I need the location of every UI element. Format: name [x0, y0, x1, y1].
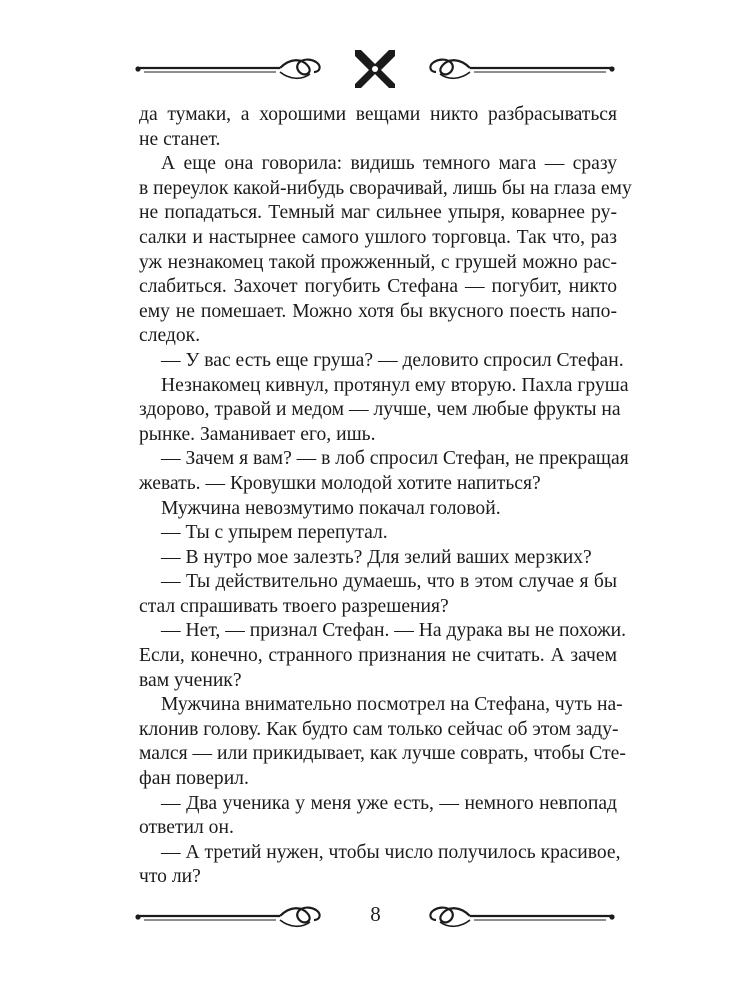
top-ornament-divider — [130, 48, 620, 88]
text-line: слабиться. Захочет погубить Стефана — погубит, никто — [139, 276, 617, 298]
text-line: в переулок какой-нибудь сворачивай, лишь бы на глаза ему — [139, 177, 632, 199]
text-line: А еще она говорила: видишь темного мага — сразу — [161, 153, 617, 175]
text-line: Мужчина невозмутимо покачал головой. — [161, 497, 501, 519]
text-line: фан поверил. — [139, 768, 249, 790]
text-line: — У вас есть еще груша? — деловито спросил Стефан. — [161, 349, 624, 371]
text-line: клонив голову. Как будто сам только сейчас об этом заду- — [139, 718, 619, 740]
text-line: стал спрашивать твоего разрешения? — [139, 595, 449, 617]
text-line: не станет. — [139, 128, 221, 150]
text-line: здорово, травой и медом — лучше, чем любые фрукты на — [139, 399, 621, 421]
crossed-swords-icon — [355, 50, 395, 88]
text-line: Если, конечно, странного признания не считать. А зачем — [139, 645, 617, 667]
page-number: 8 — [370, 902, 381, 926]
text-line: Незнакомец кивнул, протянул ему вторую. Пахла груша — [161, 374, 629, 396]
right-flourish-icon — [430, 60, 614, 79]
text-line: — Ты с упырем перепутал. — [161, 522, 388, 544]
text-line: — Два ученика у меня уже есть, — немного невпопад — [161, 792, 617, 814]
text-line: ему не помешает. Можно хотя бы вкусного поесть напо- — [139, 300, 617, 322]
text-line: да тумаки, а хорошими вещами никто разбрасываться — [139, 104, 617, 125]
text-line: уж незнакомец такой прожженный, с грушей можно рас- — [139, 251, 617, 273]
text-line: — Нет, — признал Стефан. — На дурака вы не похожи. — [161, 620, 627, 642]
text-line: следок. — [139, 325, 201, 347]
text-line: — В нутро мое залезть? Для зелий ваших мерзких? — [161, 546, 592, 568]
text-line: вам ученик? — [139, 669, 242, 691]
text-line: мался — или прикидывает, как лучше соврать, чтобы Сте- — [139, 743, 626, 765]
text-line: — А третий нужен, чтобы число получилось красивое, — [161, 841, 621, 863]
text-line: рынке. Заманивает его, ишь. — [139, 423, 376, 445]
text-line: салки и настырнее самого ушлого торговца. Так что, раз — [139, 226, 617, 248]
text-line: Мужчина внимательно посмотрел на Стефана, чуть на- — [161, 694, 623, 716]
text-line: ответил он. — [139, 817, 234, 839]
text-line: — Зачем я вам? — в лоб спросил Стефан, не прекращая — [161, 448, 629, 470]
text-line: жевать. — Кровушки молодой хотите напиться? — [139, 472, 541, 494]
text-line: не попадаться. Темный маг сильнее упыря, коварнее ру- — [139, 202, 617, 224]
text-line: что ли? — [139, 866, 201, 888]
left-flourish-icon — [135, 60, 319, 79]
text-line: — Ты действительно думаешь, что в этом случае я бы — [161, 571, 617, 593]
body-text — [139, 103, 632, 890]
